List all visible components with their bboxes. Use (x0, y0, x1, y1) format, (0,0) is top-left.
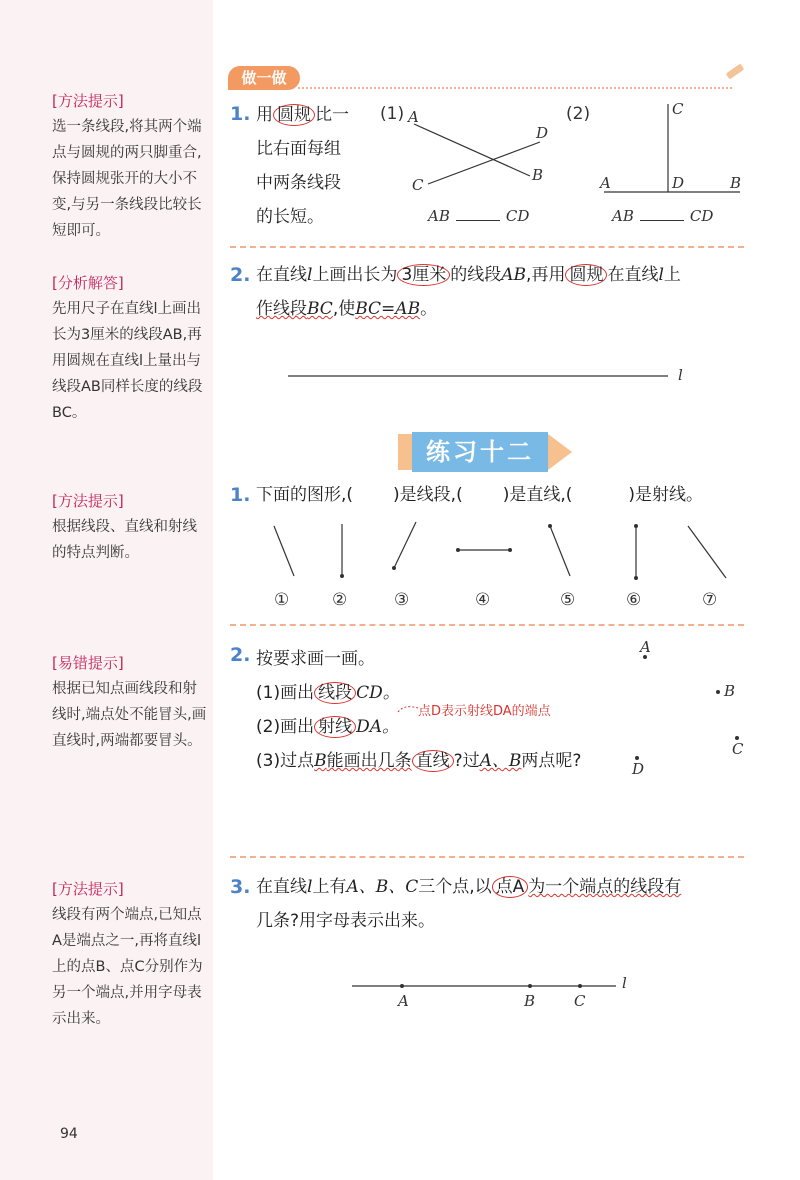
question-number: 2. (230, 264, 251, 286)
figure-2-label: (2) (566, 104, 591, 124)
label-c: C (412, 176, 424, 194)
option-7: ⑦ (702, 590, 718, 610)
q1-line-4: 的长短。 (256, 207, 324, 227)
label-c-2: C (672, 100, 684, 118)
option-5: ⑤ (560, 590, 576, 610)
point-label-b: B (724, 682, 736, 700)
annotation-note: 点D表示射线DA的端点 (418, 704, 551, 719)
option-4: ④ (475, 590, 491, 610)
page-number: 94 (60, 1126, 78, 1142)
figure-5-ray (550, 526, 570, 576)
label-d: D (536, 124, 549, 142)
figure-1-line (274, 526, 294, 576)
segment-ab (414, 124, 530, 176)
label-d-2: D (672, 174, 685, 192)
q1-line-2: 比右面每组 (256, 139, 341, 159)
exercise-q1-text: 下面的图形,( )是线段,( )是直线,( )是射线。 (256, 485, 704, 505)
tip-body: 先用尺子在直线l上画出长为3厘米的线段AB,再用圆规在直线l上量出与线段AB同样长度的线段BC。 (52, 301, 203, 421)
exercise-q2-intro: 按要求画一画。 (256, 649, 375, 669)
label-a: A (408, 108, 419, 126)
point-label-c: C (732, 740, 744, 758)
question-2-text (256, 258, 746, 326)
tip-body: 根据线段、直线和射线的特点判断。 (52, 519, 197, 561)
figure-3-ray (394, 522, 416, 568)
question-number: 1. (230, 103, 251, 125)
q3-label-l: l (622, 974, 627, 992)
divider (230, 246, 744, 248)
tip-tag: [方法提示] (52, 492, 124, 510)
exercise-q2-sub-3: (3)过点B能画出几条 直线 ?过A、B两点呢? (256, 751, 582, 771)
label-b: B (532, 166, 544, 184)
divider (230, 624, 744, 626)
q2-line-1: 在直线l上画出长为 3厘米 的线段AB,再用 圆规 在直线l上 (256, 265, 681, 285)
question-number: 1. (230, 484, 251, 506)
compare-2: AB CD (612, 207, 714, 225)
tip-tag: [易错提示] (52, 654, 124, 672)
line-label: l (678, 366, 683, 384)
segment-cd (428, 142, 540, 184)
question-number: 2. (230, 644, 251, 666)
exercise-q2-sub-2: (2)画出 射线 DA。 (256, 717, 400, 737)
label-b-2: B (730, 174, 742, 192)
divider (230, 856, 744, 858)
exercise-q2-sub-1: (1)画出 线段 CD。 (256, 683, 400, 703)
q1-line-1: 用 圆规 比一 (256, 105, 349, 125)
tip-tag: [方法提示] (52, 880, 124, 898)
q2-line-2: 作线段BC,使BC=AB。 (256, 299, 438, 319)
question-number: 3. (230, 876, 251, 898)
figure-1-label: (1) (380, 104, 405, 124)
q1-line-3: 中两条线段 (256, 173, 341, 193)
q3-label-a: A (398, 992, 409, 1010)
tip-body: 线段有两个端点,已知点A是端点之一,再将直线l上的点B、点C分别作为另一个端点,并用字母表示出来。 (52, 907, 203, 1027)
label-a-2: A (600, 174, 611, 192)
q3-label-c: C (574, 992, 586, 1010)
tip-tag: [分析解答] (52, 274, 124, 292)
option-6: ⑥ (626, 590, 642, 610)
option-3: ③ (394, 590, 410, 610)
q3-line-2: 几条?用字母表示出来。 (256, 911, 436, 931)
tip-tag: [方法提示] (52, 92, 124, 110)
tip-body: 选一条线段,将其两个端点与圆规的两只脚重合,保持圆规张开的大小不变,与另一条线段比较长短即可。 (52, 119, 202, 239)
compare-1: AB CD (428, 207, 530, 225)
section-title: 做一做 (228, 66, 300, 90)
circled-keyword: 圆规 (273, 104, 315, 126)
option-1: ① (274, 590, 290, 610)
figure-7-line (688, 526, 726, 578)
q3-line-1: 在直线l上有A、B、C三个点,以 点A 为一个端点的线段有 (256, 877, 682, 897)
exercise-banner (398, 432, 578, 472)
exercise-q3-text (256, 870, 746, 938)
tip-body: 根据已知点画线段和射线时,端点处不能冒头,画直线时,两端都要冒头。 (52, 681, 207, 749)
q3-label-b: B (524, 992, 536, 1010)
exercise-title: 练习十二 (412, 432, 548, 472)
option-2: ② (332, 590, 348, 610)
point-label-d: D (632, 760, 645, 778)
point-b (716, 690, 720, 694)
point-label-a: A (640, 638, 651, 656)
